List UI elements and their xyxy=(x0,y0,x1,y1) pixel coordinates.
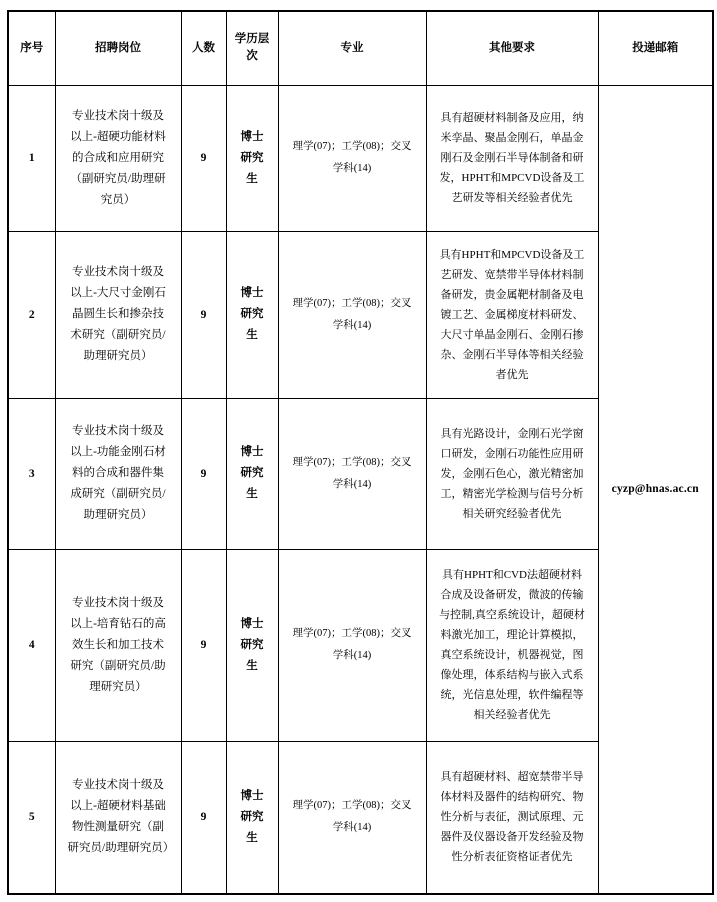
education-level-cell: 博士研究生 xyxy=(226,85,278,231)
other-requirements-cell: 具有HPHT和MPCVD设备及工艺研发、宽禁带半导体材料制备研发，贵金属靶材制备及电镀工艺、金属梯度材料研发、大尺寸单晶金刚石、金刚石掺杂、金刚石半导体等相关经验者优先 xyxy=(426,231,598,398)
headcount-cell: 9 xyxy=(181,231,226,398)
header-position: 招聘岗位 xyxy=(55,11,181,85)
header-serial-number: 序号 xyxy=(8,11,55,85)
header-major: 专业 xyxy=(278,11,426,85)
serial-number-cell: 2 xyxy=(8,231,55,398)
table-header-row xyxy=(8,11,713,85)
other-requirements-cell: 具有超硬材料、超宽禁带半导体材料及器件的结构研究、物性分析与表征，测试原理、元器件及仪器设备开发经验及物性分析表征资格证者优先 xyxy=(426,741,598,894)
position-cell: 专业技术岗十级及以上-大尺寸金刚石晶圆生长和掺杂技术研究（副研究员/助理研究员） xyxy=(55,231,181,398)
other-requirements-cell: 具有HPHT和CVD法超硬材料合成及设备研发，微波的传输与控制,真空系统设计，超硬材料激光加工，理论计算模拟，真空系统设计，机器视觉，图像处理，体系结构与嵌入式系统，光信息处理，软件编程等相关经验者优先 xyxy=(426,549,598,741)
headcount-cell: 9 xyxy=(181,549,226,741)
application-email-cell: cyzp@hnas.ac.cn xyxy=(598,85,713,894)
education-level-cell: 博士研究生 xyxy=(226,741,278,894)
major-cell: 理学(07)；工学(08)；交叉学科(14) xyxy=(278,741,426,894)
recruitment-table xyxy=(7,10,714,895)
position-cell: 专业技术岗十级及以上-功能金刚石材料的合成和器件集成研究（副研究员/助理研究员） xyxy=(55,398,181,549)
major-cell: 理学(07)；工学(08)；交叉学科(14) xyxy=(278,398,426,549)
other-requirements-cell: 具有光路设计，金刚石光学窗口研发，金刚石功能性应用研发，金刚石色心，激光精密加工，精密光学检测与信号分析相关研究经验者优先 xyxy=(426,398,598,549)
serial-number-cell: 4 xyxy=(8,549,55,741)
major-cell: 理学(07)；工学(08)；交叉学科(14) xyxy=(278,549,426,741)
position-cell: 专业技术岗十级及以上-培育钻石的高效生长和加工技术研究（副研究员/助理研究员） xyxy=(55,549,181,741)
position-cell: 专业技术岗十级及以上-超硬功能材料的合成和应用研究（副研究员/助理研究员） xyxy=(55,85,181,231)
major-cell: 理学(07)；工学(08)；交叉学科(14) xyxy=(278,85,426,231)
education-level-cell: 博士研究生 xyxy=(226,398,278,549)
major-cell: 理学(07)；工学(08)；交叉学科(14) xyxy=(278,231,426,398)
serial-number-cell: 3 xyxy=(8,398,55,549)
serial-number-cell: 5 xyxy=(8,741,55,894)
header-education-level: 学历层次 xyxy=(226,11,278,85)
table-row xyxy=(8,85,713,231)
header-other-requirements: 其他要求 xyxy=(426,11,598,85)
headcount-cell: 9 xyxy=(181,85,226,231)
position-cell: 专业技术岗十级及以上-超硬材料基础物性测量研究（副研究员/助理研究员） xyxy=(55,741,181,894)
serial-number-cell: 1 xyxy=(8,85,55,231)
header-application-email: 投递邮箱 xyxy=(598,11,713,85)
headcount-cell: 9 xyxy=(181,398,226,549)
header-headcount: 人数 xyxy=(181,11,226,85)
headcount-cell: 9 xyxy=(181,741,226,894)
other-requirements-cell: 具有超硬材料制备及应用，纳米孪晶、聚晶金刚石，单晶金刚石及金刚石半导体制备和研发，HPHT和MPCVD设备及工艺研发等相关经验者优先 xyxy=(426,85,598,231)
education-level-cell: 博士研究生 xyxy=(226,549,278,741)
education-level-cell: 博士研究生 xyxy=(226,231,278,398)
